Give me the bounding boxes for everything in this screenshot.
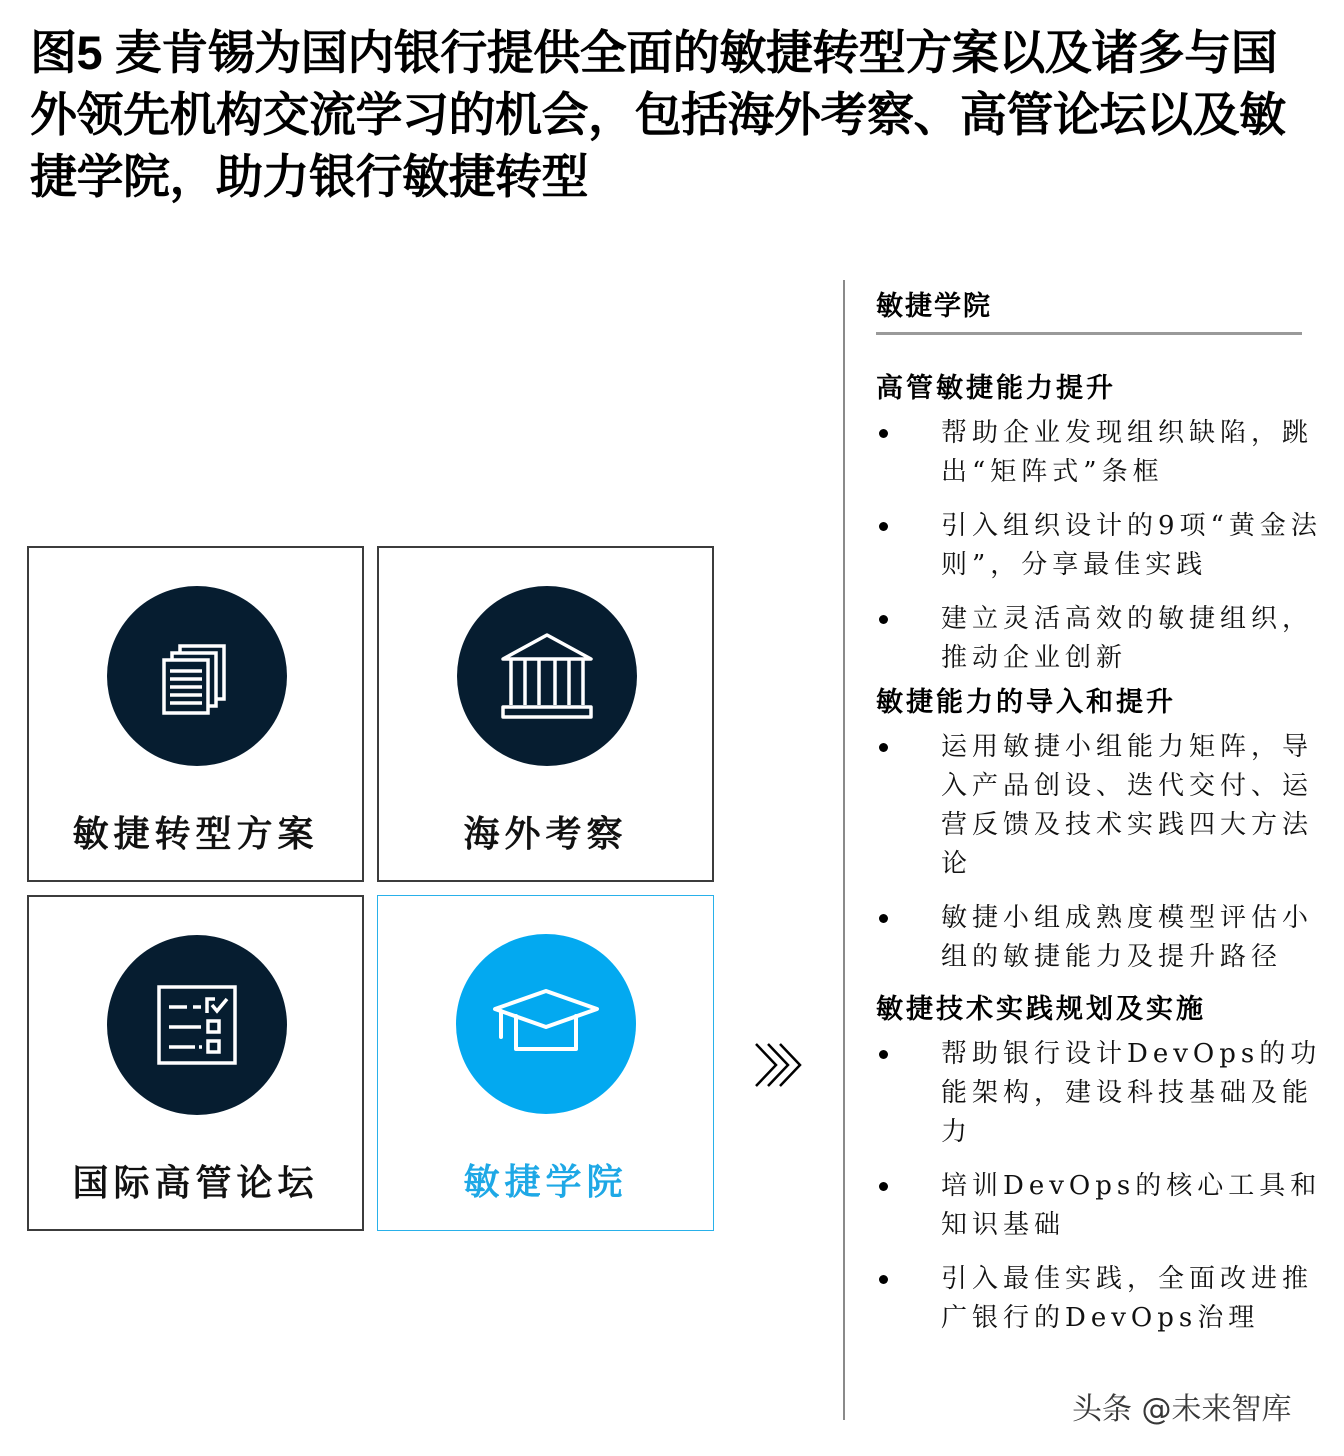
section-agile-capability: [876, 684, 1336, 977]
bullet-dot: [879, 429, 888, 438]
bullet-item: 敏捷小组成熟度模型评估小组的敏捷能力及提升路径: [876, 899, 1336, 977]
tile-agile-academy[interactable]: [377, 895, 714, 1231]
icon-circle: [456, 934, 636, 1114]
figure-title: 图5 麦肯锡为国内银行提供全面的敏捷转型方案以及诸多与国外领先机构交流学习的机会，包括海外考察、高管论坛以及敏捷学院，助力银行敏捷转型: [30, 26, 1286, 203]
bullet-dot: [879, 914, 888, 923]
icon-circle: [107, 935, 287, 1115]
graduation-cap-icon: [491, 989, 601, 1059]
bullet-dot: [879, 743, 888, 752]
tile-agile-transformation[interactable]: [27, 546, 364, 882]
panel-rule: [876, 332, 1302, 335]
academy-detail-panel: [876, 284, 1336, 1338]
tile-label: 敏捷学院: [463, 1161, 628, 1203]
triple-chevron-right-icon: [752, 1040, 808, 1090]
tile-label: 敏捷转型方案: [72, 813, 319, 855]
icon-circle: [457, 586, 637, 766]
bank-building-icon: [499, 631, 595, 721]
section-title: 高管敏捷能力提升: [876, 373, 1116, 404]
tile-label: 国际高管论坛: [72, 1162, 319, 1204]
documents-icon: [157, 636, 237, 716]
icon-circle: [107, 586, 287, 766]
bullet-item: 帮助银行设计DevOps的功能架构，建设科技基础及能力: [876, 1035, 1336, 1152]
bullet-item: 帮助企业发现组织缺陷，跳出“矩阵式”条框: [876, 414, 1336, 492]
bullet-dot: [879, 1275, 888, 1284]
bullet-item: 引入组织设计的9项“黄金法则”，分享最佳实践: [876, 507, 1336, 585]
bullet-item: 运用敏捷小组能力矩阵，导入产品创设、迭代交付、运营反馈及技术实践四大方法论: [876, 728, 1336, 884]
bullet-item: 培训DevOps的核心工具和知识基础: [876, 1167, 1336, 1245]
tile-overseas-visit[interactable]: [377, 546, 714, 882]
section-executive-agility: [876, 370, 1336, 678]
panel-title: 敏捷学院: [876, 291, 992, 322]
checklist-icon: [155, 983, 239, 1067]
watermark: 头条 @未来智库: [1072, 1392, 1292, 1427]
tile-executive-forum[interactable]: [27, 895, 364, 1231]
section-title: 敏捷技术实践规划及实施: [876, 994, 1206, 1025]
section-agile-tech-practice: [876, 991, 1336, 1338]
bullet-dot: [879, 1050, 888, 1059]
bullet-dot: [879, 615, 888, 624]
bullet-item: 建立灵活高效的敏捷组织，推动企业创新: [876, 600, 1336, 678]
bullet-dot: [879, 1182, 888, 1191]
vertical-divider: [843, 280, 845, 1420]
bullet-dot: [879, 522, 888, 531]
bullet-item: 引入最佳实践，全面改进推广银行的DevOps治理: [876, 1260, 1336, 1338]
section-title: 敏捷能力的导入和提升: [876, 687, 1176, 718]
tile-label: 海外考察: [463, 813, 628, 855]
